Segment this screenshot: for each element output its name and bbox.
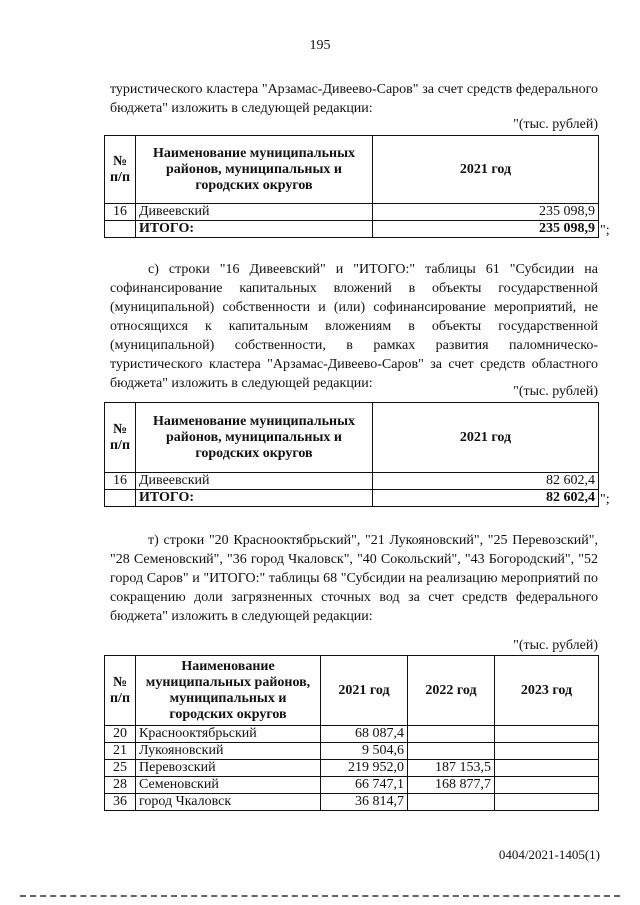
cell-2021: 9 504,6	[321, 743, 408, 760]
cell-2021: 36 814,7	[321, 794, 408, 811]
cell-2023	[495, 726, 599, 743]
table1	[104, 135, 599, 238]
table-row	[105, 760, 599, 777]
table3	[104, 655, 599, 811]
cell-no: 21	[105, 743, 136, 760]
header-no: № п/п	[105, 136, 136, 204]
cell-no: 36	[105, 794, 136, 811]
table3-unit: "(тыс. рублей)	[513, 638, 598, 653]
cell-name: Краснооктябрьский	[136, 726, 321, 743]
cell-name: Дивеевский	[136, 473, 373, 490]
cell-2022	[408, 794, 495, 811]
cell-2023	[495, 777, 599, 794]
paragraph-t-text: т) строки "20 Краснооктябрьский", "21 Лукояновский", "25 Перевозский", "28 Семеновский", "36 город Чкаловск", "40 Сокольский", "43 Богородский", "52 город Саров" и "ИТОГО:" таблицы 68 "Субсидии на реализацию мероприятий по сокращению доли загрязненных сточных вод за счет средств федерального бюджета" изложить в следующей редакции:	[110, 533, 598, 624]
paragraph-s	[110, 260, 598, 393]
cell-2021: 66 747,1	[321, 777, 408, 794]
paragraph-s-text: с) строки "16 Дивеевский" и "ИТОГО:" таблицы 61 "Субсидии на софинансирование капитальных вложений в объекты государственной (муниципальной) собственности и (или) софинансирование мероприятий, не относящихся к капитальным вложениям в объекты государственной (муниципальной) собственности, в рамках развития паломническо-туристического кластера "Арзамас-Дивеево-Саров" за счет средств областного бюджета" изложить в следующей редакции:	[110, 262, 598, 391]
table2-tail: ";	[600, 492, 610, 507]
table-row	[105, 794, 599, 811]
table2-unit: "(тыс. рублей)	[513, 384, 598, 399]
total-2021: 82 602,4	[373, 490, 599, 507]
header-no: № п/п	[105, 403, 136, 473]
table1-tail: ";	[600, 223, 610, 238]
cell-2021: 235 098,9	[373, 204, 599, 221]
cell-2023	[495, 760, 599, 777]
header-name: Наименование муниципальных районов, муниципальных и городских округов	[136, 656, 321, 726]
cell-2023	[495, 743, 599, 760]
total-row	[105, 221, 599, 238]
cell-no: 25	[105, 760, 136, 777]
table1-unit: "(тыс. рублей)	[513, 117, 598, 132]
cell-2022: 168 877,7	[408, 777, 495, 794]
cell-no: 16	[105, 473, 136, 490]
cell-2021: 219 952,0	[321, 760, 408, 777]
cell-2022	[408, 743, 495, 760]
cell-name: Перевозский	[136, 760, 321, 777]
header-2021: 2021 год	[321, 656, 408, 726]
cell-name: Дивеевский	[136, 204, 373, 221]
table-row	[105, 726, 599, 743]
table-row	[105, 777, 599, 794]
header-name: Наименование муниципальных районов, муниципальных и городских округов	[136, 403, 373, 473]
cell-no: 28	[105, 777, 136, 794]
total-label: ИТОГО:	[136, 490, 373, 507]
header-name: Наименование муниципальных районов, муниципальных и городских округов	[136, 136, 373, 204]
cell-name: город Чкаловск	[136, 794, 321, 811]
cell-2022	[408, 726, 495, 743]
cell-name: Семеновский	[136, 777, 321, 794]
header-2021: 2021 год	[373, 403, 599, 473]
cell-2021: 68 087,4	[321, 726, 408, 743]
total-2021: 235 098,9	[373, 221, 599, 238]
cell-no: 20	[105, 726, 136, 743]
bottom-divider	[20, 895, 620, 897]
header-no: № п/п	[105, 656, 136, 726]
header-2023: 2023 год	[495, 656, 599, 726]
total-row	[105, 490, 599, 507]
table2	[104, 402, 599, 507]
header-2022: 2022 год	[408, 656, 495, 726]
cell-2021: 82 602,4	[373, 473, 599, 490]
table-row	[105, 204, 599, 221]
footer-code: 0404/2021-1405(1)	[498, 847, 600, 862]
table-row	[105, 473, 599, 490]
total-label: ИТОГО:	[136, 221, 373, 238]
cell-2023	[495, 794, 599, 811]
header-2021: 2021 год	[373, 136, 599, 204]
cell-name: Лукояновский	[136, 743, 321, 760]
page-number: 195	[309, 38, 331, 53]
intro-paragraph	[110, 80, 598, 118]
intro-text: туристического кластера "Арзамас-Дивеево-Саров" за счет средств федерального бюджета" изложить в следующей редакции:	[110, 82, 598, 116]
cell-no: 16	[105, 204, 136, 221]
table-row	[105, 743, 599, 760]
paragraph-t	[110, 531, 598, 626]
cell-2022: 187 153,5	[408, 760, 495, 777]
